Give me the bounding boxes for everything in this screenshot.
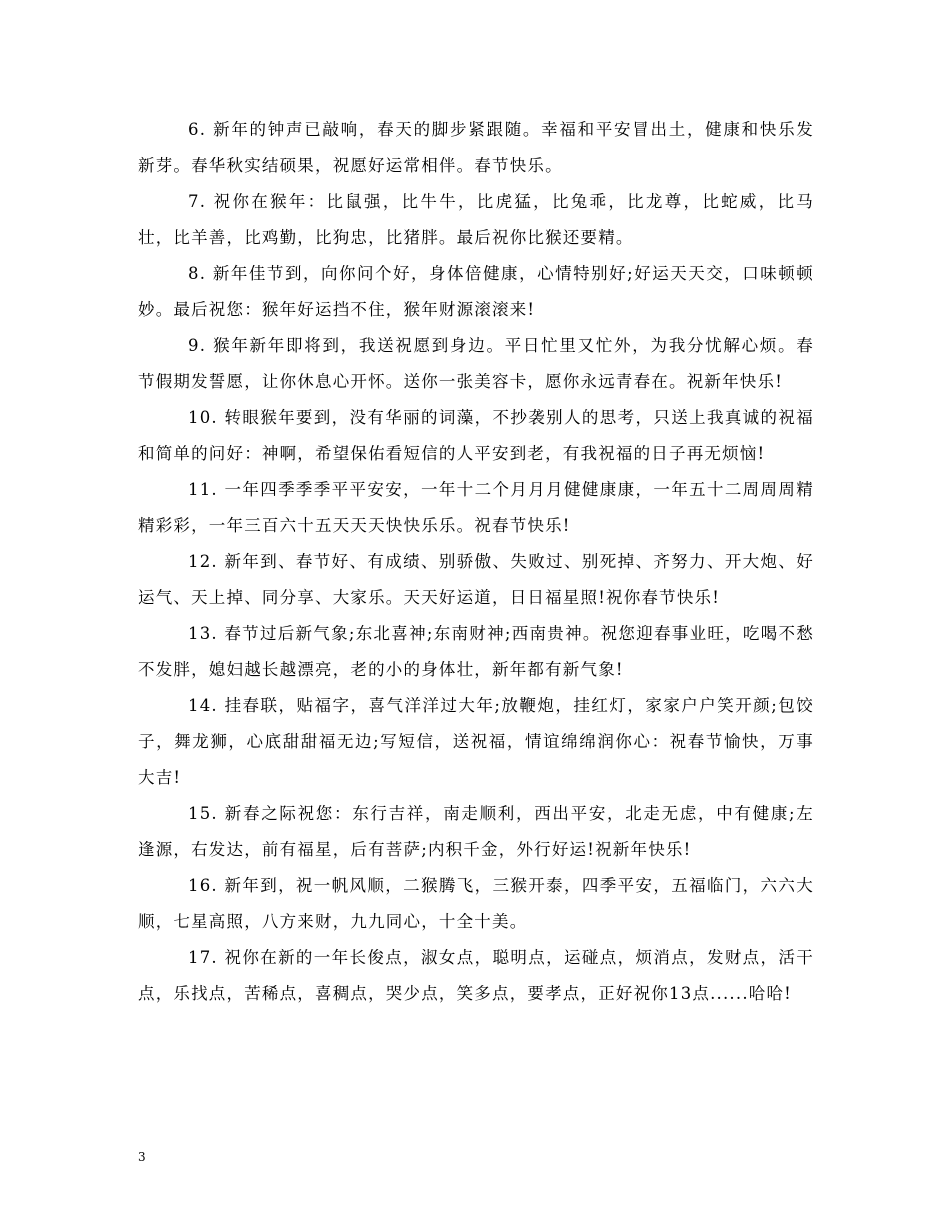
- paragraph-10: 10. 转眼猴年要到，没有华丽的词藻，不抄袭别人的思考，只送上我真诚的祝福和简单的问好：神啊，希望保佑看短信的人平安到老，有我祝福的日子再无烦恼!: [138, 408, 814, 463]
- document-body: [138, 112, 814, 1012]
- page-number: 3: [138, 1150, 146, 1164]
- paragraph-13: 13. 春节过后新气象;东北喜神;东南财神;西南贵神。祝您迎春事业旺，吃喝不愁不发胖，媳妇越长越漂亮，老的小的身体壮，新年都有新气象!: [138, 624, 814, 679]
- paragraph-9: 9. 猴年新年即将到，我送祝愿到身边。平日忙里又忙外，为我分忧解心烦。春节假期发誓愿，让你休息心开怀。送你一张美容卡，愿你永远青春在。祝新年快乐!: [138, 336, 814, 391]
- paragraph-15: 15. 新春之际祝您：东行吉祥，南走顺利，西出平安，北走无虑，中有健康;左逢源，右发达，前有福星，后有菩萨;内积千金，外行好运!祝新年快乐!: [138, 804, 814, 859]
- paragraph-14: 14. 挂春联，贴福字，喜气洋洋过大年;放鞭炮，挂红灯，家家户户笑开颜;包饺子，舞龙狮，心底甜甜福无边;写短信，送祝福，情谊绵绵润你心：祝春节愉快，万事大吉!: [138, 696, 814, 787]
- paragraph-16: 16. 新年到，祝一帆风顺，二猴腾飞，三猴开泰，四季平安，五福临门，六六大顺，七星高照，八方来财，九九同心，十全十美。: [138, 876, 814, 931]
- paragraph-17: 17. 祝你在新的一年长俊点，淑女点，聪明点，运碰点，烦消点，发财点，活干点，乐找点，苦稀点，喜稠点，哭少点，笑多点，要孝点，正好祝你13点......哈哈!: [138, 948, 814, 1003]
- paragraph-6: 6. 新年的钟声已敲响，春天的脚步紧跟随。幸福和平安冒出土，健康和快乐发新芽。春华秋实结硕果，祝愿好运常相伴。春节快乐。: [138, 120, 814, 175]
- paragraph-11: 11. 一年四季季季平平安安，一年十二个月月月健健康康，一年五十二周周周精精彩彩，一年三百六十五天天天快快乐乐。祝春节快乐!: [138, 480, 814, 535]
- paragraph-8: 8. 新年佳节到，向你问个好，身体倍健康，心情特别好;好运天天交，口味顿顿妙。最后祝您：猴年好运挡不住，猴年财源滚滚来!: [138, 264, 814, 319]
- paragraph-12: 12. 新年到、春节好、有成绩、别骄傲、失败过、别死掉、齐努力、开大炮、好运气、天上掉、同分享、大家乐。天天好运道，日日福星照!祝你春节快乐!: [138, 552, 814, 607]
- paragraph-7: 7. 祝你在猴年：比鼠强，比牛牛，比虎猛，比兔乖，比龙尊，比蛇威，比马壮，比羊善，比鸡勤，比狗忠，比猪胖。最后祝你比猴还要精。: [138, 192, 814, 247]
